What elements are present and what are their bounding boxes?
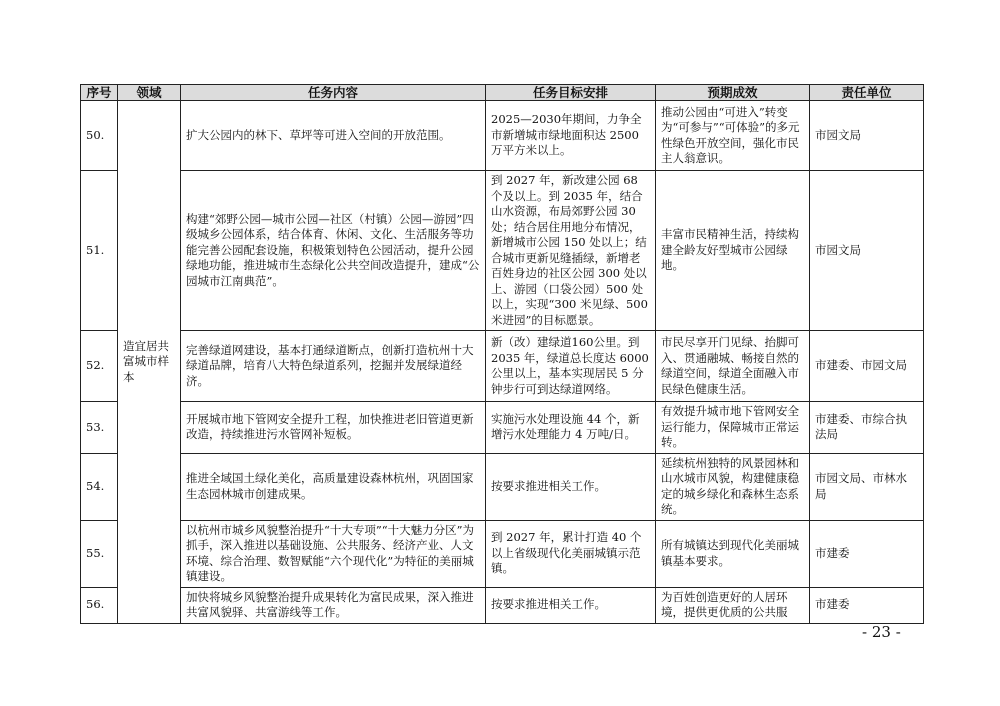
header-unit: 责任单位 [810,85,924,101]
outcome-cell: 推动公园由“可进入”转变为“可参与”“可体验”的多元性绿色开放空间，强化市民主人翁意识。 [656,101,810,171]
row-number: 52. [81,331,118,402]
target-cell: 按要求推进相关工作。 [486,453,656,520]
field-cell: 造宜居共富城市样本 [118,101,181,624]
outcome-cell: 丰富市民精神生活，持续构建全龄友好型城市公园绿地。 [656,171,810,331]
header-task: 任务内容 [181,85,486,101]
row-number: 51. [81,171,118,331]
task-cell: 扩大公园内的林下、草坪等可进入空间的开放范围。 [181,101,486,171]
task-table [80,84,924,624]
outcome-cell: 有效提升城市地下管网安全运行能力，保障城市正常运转。 [656,402,810,454]
unit-cell: 市园文局、市林水局 [810,453,924,520]
target-cell: 到 2027 年，累计打造 40 个以上省级现代化美丽城镇示范镇。 [486,520,656,587]
task-cell: 推进全域国土绿化美化，高质量建设森林杭州，巩固国家生态园林城市创建成果。 [181,453,486,520]
header-outcome: 预期成效 [656,85,810,101]
outcome-cell: 所有城镇达到现代化美丽城镇基本要求。 [656,520,810,587]
unit-cell: 市园文局 [810,171,924,331]
unit-cell: 市建委 [810,587,924,623]
target-cell: 到 2027 年，新改建公园 68 个及以上。到 2035 年，结合山水资源，布局郊野公园 30 处；结合居住用地分布情况，新增城市公园 150 处以上；结合城市更新见缝插绿，新增老百姓身边的社区公园 300 处以上、游园（口袋公园）500 处以上，实现“300 米见绿、500 米进园”的目标愿景。 [486,171,656,331]
table-row [81,587,924,623]
target-cell: 2025—2030年期间，力争全市新增城市绿地面积达 2500 万平方米以上。 [486,101,656,171]
task-cell: 完善绿道网建设，基本打通绿道断点，创新打造杭州十大绿道品牌，培育八大特色绿道系列，挖掘并发展绿道经济。 [181,331,486,402]
header-no: 序号 [81,85,118,101]
outcome-cell: 为百姓创造更好的人居环境，提供更优质的公共服 [656,587,810,623]
table-row [81,520,924,587]
page-number: - 23 - [862,623,901,641]
target-cell: 新（改）建绿道160公里。到 2035 年，绿道总长度达 6000 公里以上，基本实现居民 5 分钟步行可到达绿道网络。 [486,331,656,402]
table-row [81,402,924,454]
unit-cell: 市园文局 [810,101,924,171]
header-field: 领域 [118,85,181,101]
row-number: 55. [81,520,118,587]
table-row [81,331,924,402]
target-cell: 按要求推进相关工作。 [486,587,656,623]
row-number: 53. [81,402,118,454]
table-row [81,101,924,171]
task-cell: 加快将城乡风貌整治提升成果转化为富民成果，深入推进共富风貌驿、共富游线等工作。 [181,587,486,623]
task-cell: 构建“郊野公园—城市公园—社区（村镇）公园—游园”四级城乡公园体系，结合体育、休闲、文化、生活服务等功能完善公园配套设施，积极策划特色公园活动，提升公园绿地功能，推进城市生态绿化公共空间改造提升，建成“公园城市江南典范”。 [181,171,486,331]
row-number: 56. [81,587,118,623]
table-header-row [81,85,924,101]
table-row [81,453,924,520]
unit-cell: 市建委、市园文局 [810,331,924,402]
row-number: 50. [81,101,118,171]
task-cell: 开展城市地下管网安全提升工程，加快推进老旧管道更新改造，持续推进污水管网补短板。 [181,402,486,454]
unit-cell: 市建委、市综合执法局 [810,402,924,454]
unit-cell: 市建委 [810,520,924,587]
target-cell: 实施污水处理设施 44 个，新增污水处理能力 4 万吨/日。 [486,402,656,454]
header-target: 任务目标安排 [486,85,656,101]
outcome-cell: 市民尽享开门见绿、抬脚可入、贯通融城、畅接自然的绿道空间，绿道全面融入市民绿色健康生活。 [656,331,810,402]
table-row [81,171,924,331]
row-number: 54. [81,453,118,520]
outcome-cell: 延续杭州独特的风景园林和山水城市风貌，构建健康稳定的城乡绿化和森林生态系统。 [656,453,810,520]
task-cell: 以杭州市城乡风貌整治提升“十大专项”“十大魅力分区”为抓手，深入推进以基础设施、公共服务、经济产业、人文环境、综合治理、数智赋能“六个现代化”为特征的美丽城镇建设。 [181,520,486,587]
